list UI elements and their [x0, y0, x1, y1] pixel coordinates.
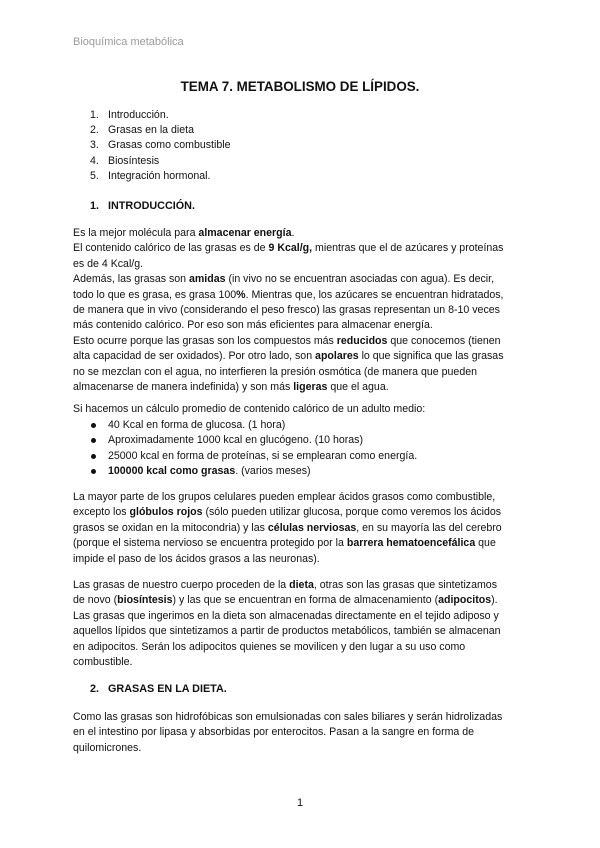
- bullet-icon: [91, 438, 96, 443]
- text-line: combustible.: [73, 656, 133, 669]
- toc-label: Grasas como combustible: [108, 139, 231, 152]
- text-line: todo lo que es grasa, es grasa 100%. Mientras que, los azúcares se encuentran hidratados,: [73, 288, 504, 301]
- bullet-list-reserves: [91, 418, 417, 480]
- paragraph-calculo: [73, 402, 533, 417]
- section-title: GRASAS EN LA DIETA.: [108, 683, 227, 695]
- toc-label: Biosíntesis: [108, 154, 160, 167]
- section-number: 2.: [90, 683, 100, 695]
- paragraph-combustible: [73, 490, 533, 567]
- text-line: Es la mejor molécula para almacenar energía.: [73, 227, 295, 239]
- section-title: INTRODUCCIÓN.: [108, 200, 195, 212]
- text-line: Además, las grasas son amidas (in vivo no se encuentran asociadas con agua). Es decir,: [73, 273, 495, 286]
- text-line: más contenido calórico. Por eso son más eficientes para almacenar energía.: [73, 319, 433, 332]
- text-line: La mayor parte de los grupos celulares pueden emplear ácidos grasos como combustible,: [73, 491, 496, 503]
- text-line: Las grasas que ingerimos en la dieta son almacenadas directamente en el tejido adiposo y: [73, 609, 499, 622]
- text-line: es de 4 Kcal/g.: [73, 257, 144, 270]
- bullet-item: 40 Kcal en forma de glucosa. (1 hora): [91, 418, 417, 433]
- toc-number: 3.: [90, 139, 99, 152]
- paragraph-origen-grasas: [73, 578, 533, 670]
- text-line: Como las grasas son hidrofóbicas son emulsionadas con sales biliares y serán hidrolizadas: [73, 711, 503, 723]
- text-line: Si hacemos un cálculo promedio de contenido calórico de un adulto medio:: [73, 403, 426, 415]
- paragraph-intro: [73, 226, 533, 395]
- text-line: de manera que in vivo (considerando el peso fresco) las grasas representan un 8-10 veces: [73, 304, 500, 317]
- toc-label: Grasas en la dieta: [108, 124, 194, 137]
- text-line: quilomicrones.: [73, 741, 142, 754]
- bullet-item: 25000 kcal en forma de proteínas, si se emplearan como energía.: [91, 449, 417, 464]
- table-of-contents: [90, 108, 230, 184]
- text-line: en adipocitos. Serán los adipocitos quienes se movilicen y den lugar a su uso como: [73, 640, 466, 653]
- section-heading-grasas-dieta: [90, 683, 227, 695]
- text-line: alta capacidad de ser oxidados). Por otro lado, son apolares lo que significa que las grasas: [73, 350, 504, 363]
- toc-item: [90, 123, 230, 138]
- text-line: impide el paso de los ácidos grasos a las neuronas).: [73, 552, 320, 565]
- text-line: de novo (biosíntesis) y las que se encuentran en forma de almacenamiento (adipocitos).: [73, 594, 498, 607]
- paragraph-dieta: [73, 710, 533, 756]
- toc-item: [90, 138, 230, 153]
- document-title: TEMA 7. METABOLISMO DE LÍPIDOS.: [180, 79, 420, 94]
- bullet-icon: [91, 454, 96, 459]
- toc-number: 1.: [90, 109, 99, 121]
- bullet-item: Aproximadamente 1000 kcal en glucógeno. (10 horas): [91, 433, 417, 448]
- toc-label: Introducción.: [108, 109, 169, 121]
- toc-item: [90, 169, 230, 184]
- text-line: Las grasas de nuestro cuerpo proceden de la dieta, otras son las grasas que sintetizamos: [73, 579, 497, 591]
- toc-number: 2.: [90, 124, 99, 137]
- text-line: El contenido calórico de las grasas es de 9 Kcal/g, mientras que el de azúcares y proteínas: [73, 242, 504, 255]
- text-line: almacenarse de manera indefinida) y son más ligeras que el agua.: [73, 381, 389, 394]
- page-number: 1: [296, 797, 304, 809]
- page-header: Bioquímica metabólica: [73, 36, 184, 48]
- bullet-icon: [91, 423, 96, 428]
- text-line: excepto los glóbulos rojos (sólo pueden utilizar glucosa, porque como veremos los ácidos: [73, 506, 502, 519]
- toc-item: [90, 154, 230, 169]
- section-number: 1.: [90, 200, 100, 212]
- bullet-icon: [91, 469, 96, 474]
- bullet-item: 100000 kcal como grasas. (varios meses): [91, 464, 417, 479]
- toc-item: [90, 108, 230, 123]
- text-line: en el intestino por lipasa y absorbidas por enterocitos. Pasan a la sangre en forma de: [73, 726, 475, 739]
- text-line: grasos se oxidan en la mitocondria) y las células nerviosas, en su mayoría las del cerebro: [73, 521, 502, 534]
- text-line: (porque el sistema nervioso se encuentra protegido por la barrera hematoencefálica que: [73, 537, 496, 550]
- toc-label: Integración hormonal.: [108, 169, 211, 182]
- section-heading-introduccion: [90, 200, 195, 212]
- toc-number: 5.: [90, 169, 99, 182]
- toc-number: 4.: [90, 154, 99, 167]
- text-line: aquellos lípidos que sintetizamos a partir de productos metabólicos, también se almacenan: [73, 625, 501, 638]
- text-line: Esto ocurre porque las grasas son los compuestos más reducidos que conocemos (tienen: [73, 334, 501, 347]
- text-line: no se mezclan con el agua, no interfieren la presión osmótica (de manera que pueden: [73, 365, 477, 378]
